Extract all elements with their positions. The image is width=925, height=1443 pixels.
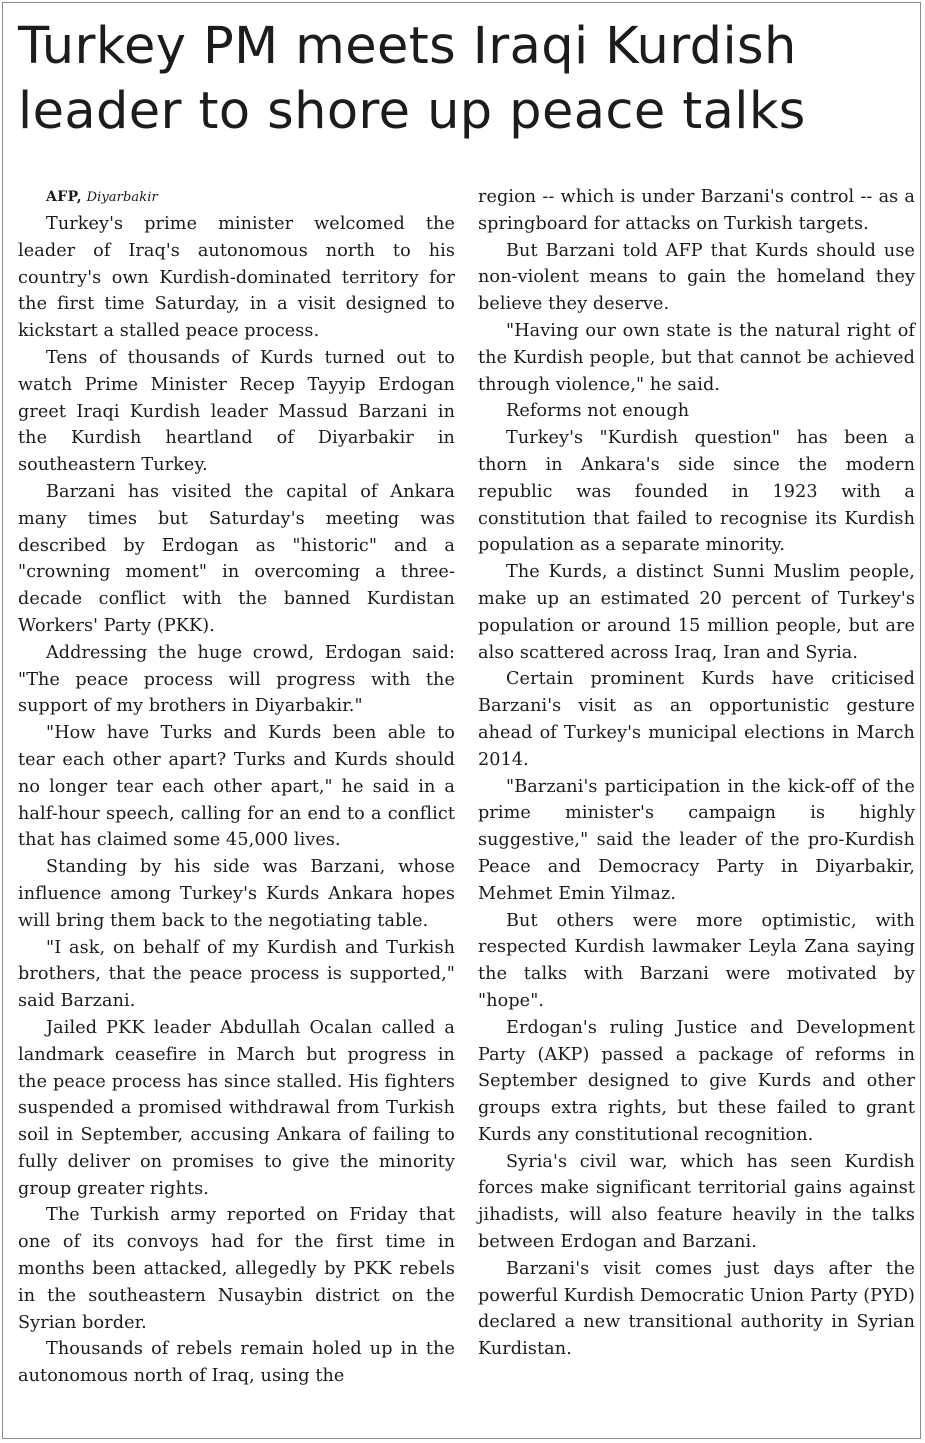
paragraph: "I ask, on behalf of my Kurdish and Turkish brothers, that the peace process is supported," said Barzani. bbox=[18, 937, 455, 1012]
paragraph: Thousands of rebels remain holed up in the autonomous north of Iraq, using the bbox=[18, 1339, 455, 1387]
right-column bbox=[478, 184, 915, 1363]
paragraph: Turkey's prime minister welcomed the leader of Iraq's autonomous north to his country's own Kurdish-dominated territory for the first time Saturday, in a visit designed to kickstart a stalled peace process. bbox=[18, 214, 455, 342]
paragraph: Addressing the huge crowd, Erdogan said: "The peace process will progress with the support of my brothers in Diyarbakir." bbox=[18, 642, 455, 717]
headline bbox=[18, 14, 913, 144]
paragraph: Erdogan's ruling Justice and Development Party (AKP) passed a package of reforms in September designed to give Kurds and other groups extra rights, but these failed to grant Kurds any constitutional recognition. bbox=[478, 1017, 915, 1145]
headline-line-1: Turkey PM meets Iraqi Kurdish bbox=[18, 17, 797, 76]
paragraph: Barzani's visit comes just days after the powerful Kurdish Democratic Union Party (PYD) declared a new transitional authority in Syrian Kurdistan. bbox=[478, 1258, 915, 1360]
paragraph: Standing by his side was Barzani, whose influence among Turkey's Kurds Ankara hopes will bring them back to the negotiating table. bbox=[18, 857, 455, 931]
byline-agency: AFP, bbox=[46, 189, 82, 205]
paragraph: The Turkish army reported on Friday that one of its convoys had for the first time in months been attacked, allegedly by PKK rebels in the southeastern Nusaybin district on the Syrian border. bbox=[18, 1205, 455, 1333]
paragraph: Certain prominent Kurds have criticised Barzani's visit as an opportunistic gesture ahead of Turkey's municipal elections in March 2014. bbox=[478, 669, 915, 770]
paragraph: "Having our own state is the natural right of the Kurdish people, but that cannot be achieved through violence," he said. bbox=[478, 320, 915, 395]
headline-line-2: leader to shore up peace talks bbox=[18, 82, 806, 141]
paragraph: But Barzani told AFP that Kurds should use non-violent means to gain the homeland they believe they deserve. bbox=[478, 240, 915, 315]
paragraph: The Kurds, a distinct Sunni Muslim people, make up an estimated 20 percent of Turkey's population or around 15 million people, but are also scattered across Iraq, Iran and Syria. bbox=[478, 562, 915, 663]
byline-place: Diyarbakir bbox=[86, 190, 158, 205]
paragraph: Jailed PKK leader Abdullah Ocalan called a landmark ceasefire in March but progress in the peace process has since stalled. His fighters suspended a promised withdrawal from Turkish soil in September, accusing Ankara of failing to fully deliver on promises to give the minority group greater rights. bbox=[18, 1017, 455, 1199]
paragraph: "Barzani's participation in the kick-off of the prime minister's campaign is highly suggestive," said the leader of the pro-Kurdish Peace and Democracy Party in Diyarbakir, Mehmet Emin Yilmaz. bbox=[478, 776, 915, 904]
subheading: Reforms not enough bbox=[506, 401, 690, 422]
left-column bbox=[18, 184, 455, 1390]
paragraph: "How have Turks and Kurds been able to tear each other apart? Turks and Kurds should no longer tear each other apart," he said in a half-hour speech, calling for an end to a conflict that has claimed some 45,000 lives. bbox=[18, 723, 455, 851]
paragraph: But others were more optimistic, with respected Kurdish lawmaker Leyla Zana saying the talks with Barzani were motivated by "hope". bbox=[478, 910, 915, 1011]
paragraph: Barzani has visited the capital of Ankara many times but Saturday's meeting was described by Erdogan as "historic" and a "crowning moment" in overcoming a three-decade conflict with the banned Kurdistan Workers' Party (PKK). bbox=[18, 481, 455, 636]
paragraph: Turkey's "Kurdish question" has been a thorn in Ankara's side since the modern republic was founded in 1923 with a constitution that failed to recognise its Kurdish population as a separate minority. bbox=[478, 428, 915, 556]
paragraph-continuation: region -- which is under Barzani's control -- as a springboard for attacks on Turkish targets. bbox=[478, 187, 915, 234]
paragraph: Syria's civil war, which has seen Kurdish forces make significant territorial gains against jihadists, will also feature heavily in the talks between Erdogan and Barzani. bbox=[478, 1151, 915, 1253]
byline bbox=[18, 184, 455, 211]
paragraph: Tens of thousands of Kurds turned out to watch Prime Minister Recep Tayyip Erdogan greet Iraqi Kurdish leader Massud Barzani in the Kurdish heartland of Diyarbakir in southeastern Turkey. bbox=[18, 347, 455, 476]
